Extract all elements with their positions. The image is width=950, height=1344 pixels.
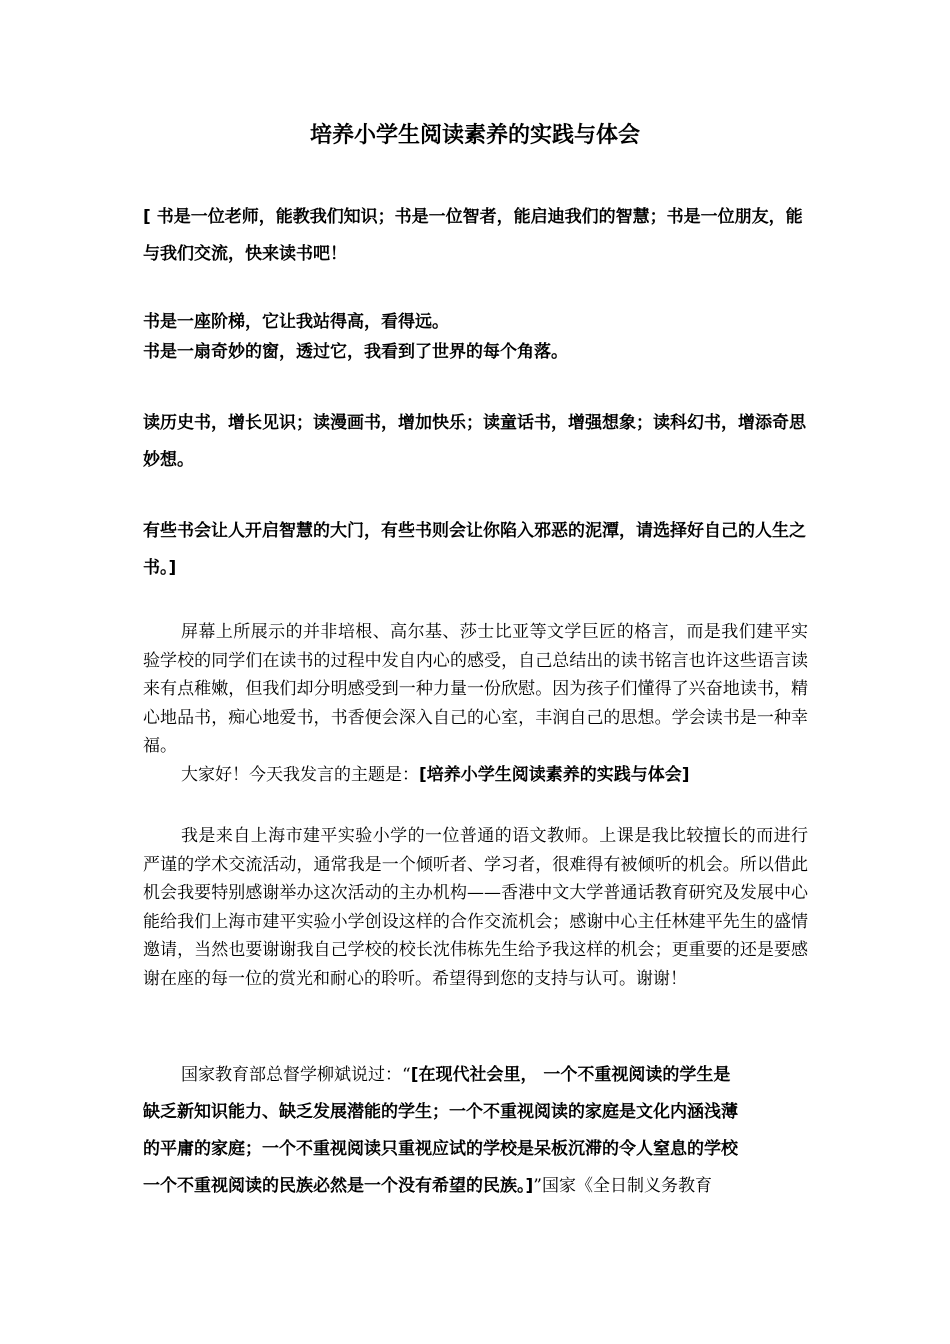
motto-2-line-2: 书是一扇奇妙的窗，透过它，我看到了世界的每个角落。 <box>143 342 568 362</box>
quote-line-1 <box>143 1057 808 1094</box>
paragraph-intro: 屏幕上所展示的并非培根、高尔基、莎士比亚等文学巨匠的格言，而是我们建平实验学校的同学们在读书的过程中发自内心的感受，自己总结出的读书铭言也许这些语言读来有点稚嫩，但我们却分明感受到一种力量一份欣慰。因为孩子们懂得了兴奋地读书，精心地品书，痴心地爱书，书香便会深入自己的心室，丰润自己的思想。学会读书是一种幸福。 <box>143 622 808 757</box>
quote-text-1: [在现代社会里， 一个不重视阅读的学生是 <box>410 1065 731 1085</box>
motto-2-line-1: 书是一座阶梯，它让我站得高，看得远。 <box>143 312 449 332</box>
quote-line-2: 缺乏新知识能力、缺乏发展潜能的学生；一个不重视阅读的家庭是文化内涵浅薄 <box>143 1102 738 1122</box>
motto-2 <box>143 307 808 367</box>
motto-1: [ 书是一位老师，能教我们知识；书是一位智者，能启迪我们的智慧；书是一位朋友，能与我们交流，快来读书吧！ <box>143 207 803 264</box>
quote-line-3: 的平庸的家庭；一个不重视阅读只重视应试的学校是呆板沉滞的令人窒息的学校 <box>143 1139 738 1159</box>
quote-text-4: 一个不重视阅读的民族必然是一个没有希望的民族。] <box>143 1176 534 1196</box>
quote-line-4 <box>143 1168 808 1205</box>
paragraph-self-introduction: 我是来自上海市建平实验小学的一位普通的语文教师。上课是我比较擅长的而进行严谨的学术交流活动，通常我是一个倾听者、学习者，很难得有被倾听的机会。所以借此机会我要特别感谢举办这次活动的主办机构——香港中文大学普通话教育研究及发展中心能给我们上海市建平实验小学创设这样的合作交流机会；感谢中心主任林建平先生的盛情邀请，当然也要谢谢我自己学校的校长沈伟栋先生给予我这样的机会；更重要的还是要感谢在座的每一位的赏光和耐心的聆听。希望得到您的支持与认可。谢谢！ <box>143 826 808 989</box>
topic-prefix: 大家好！今天我发言的主题是： <box>181 765 419 785</box>
topic-title: [培养小学生阅读素养的实践与体会] <box>419 765 690 785</box>
document-title: 培养小学生阅读素养的实践与体会 <box>309 123 640 148</box>
quote-suffix: ”国家《全日制义务教育 <box>533 1176 712 1196</box>
motto-3: 读历史书，增长见识；读漫画书，增加快乐；读童话书，增强想象；读科幻书，增添奇思妙想。 <box>143 413 806 470</box>
paragraph-topic <box>143 761 808 790</box>
motto-4: 有些书会让人开启智慧的大门，有些书则会让你陷入邪恶的泥潭，请选择好自己的人生之书。] <box>143 521 806 578</box>
quote-prefix: 国家教育部总督学柳斌说过：“ <box>181 1065 411 1085</box>
paragraph-quote <box>143 1057 808 1205</box>
